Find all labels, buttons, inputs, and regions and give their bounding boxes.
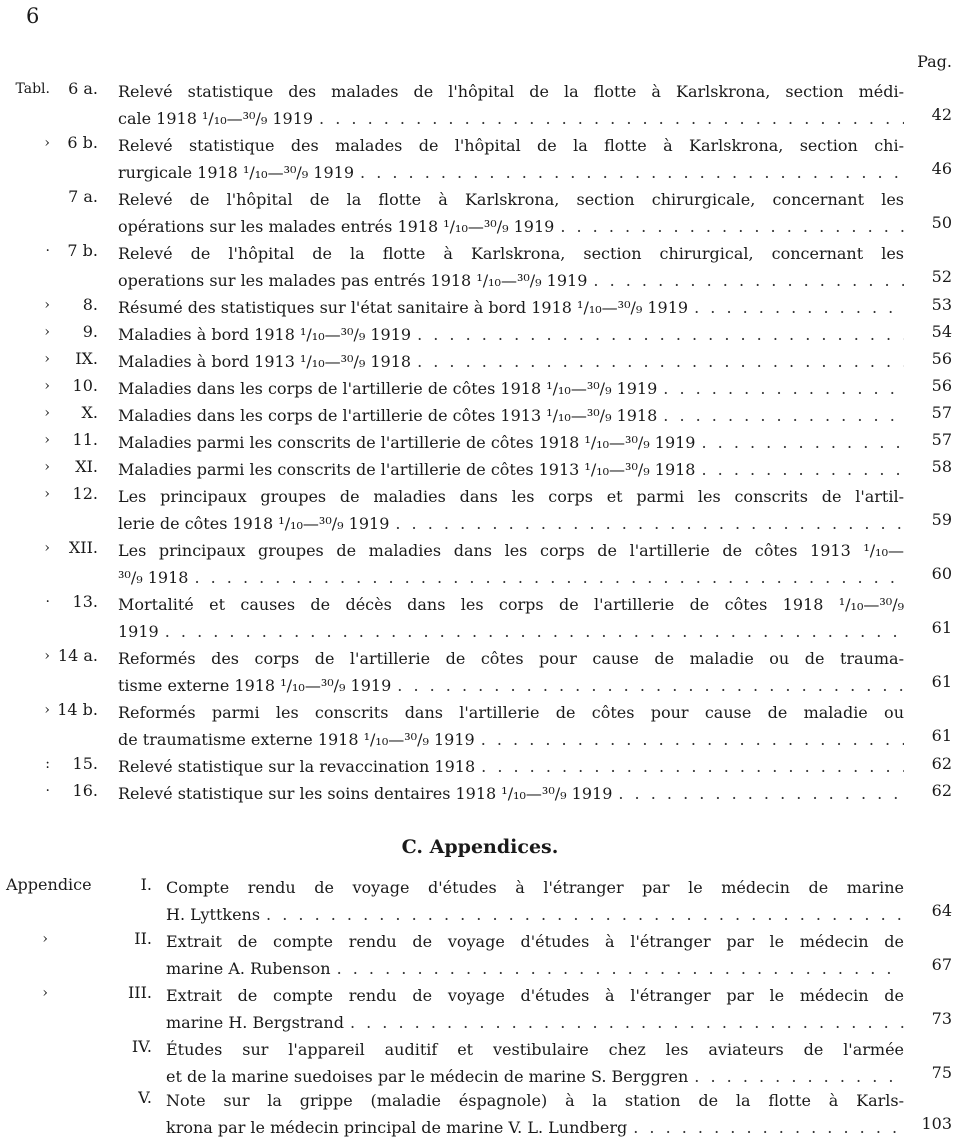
toc-entry	[0, 429, 952, 456]
dot-leader	[694, 294, 904, 321]
tables-list	[0, 78, 952, 807]
entry-page: 62	[931, 754, 952, 773]
entry-line-2-text: Maladies parmi les conscrits de l'artillerie de côtes 1913 ¹/₁₀—³⁰/₉ 1918	[118, 460, 696, 479]
entry-line-1: Extrait de compte rendu de voyage d'études à l'étranger par le médecin de	[166, 932, 904, 951]
entry-text	[118, 78, 904, 132]
entry-text	[166, 1087, 904, 1141]
entry-text	[166, 1036, 904, 1090]
entry-page: 64	[931, 901, 952, 920]
dot-leader	[360, 159, 904, 186]
entry-page: 62	[931, 781, 952, 800]
toc-entry	[0, 780, 952, 807]
entry-text	[118, 186, 904, 240]
entry-number: III.	[127, 983, 152, 1002]
entry-page: 57	[931, 430, 952, 449]
toc-entry	[0, 928, 952, 982]
entry-marker: ›	[42, 985, 48, 1001]
entry-line-2	[166, 1063, 904, 1090]
entry-number: IV.	[131, 1037, 152, 1056]
toc-entry	[0, 753, 952, 780]
toc-entry	[0, 375, 952, 402]
entry-line-2	[166, 1009, 904, 1036]
toc-entry	[0, 321, 952, 348]
entry-page: 57	[931, 403, 952, 422]
entry-number: 16.	[72, 781, 98, 800]
entry-number: 9.	[82, 322, 98, 341]
entry-line-1: Relevé statistique des malades de l'hôpital de la flotte à Karlskrona, section chi-	[118, 136, 904, 155]
entry-number: 14 b.	[57, 700, 98, 719]
entry-line-2-text: Maladies dans les corps de l'artillerie de côtes 1913 ¹/₁₀—³⁰/₉ 1918	[118, 406, 658, 425]
entry-line-2	[118, 402, 904, 429]
entry-page: 61	[931, 618, 952, 637]
entry-number: 10.	[72, 376, 98, 395]
entry-line-2-text: Résumé des statistiques sur l'état sanitaire à bord 1918 ¹/₁₀—³⁰/₉ 1919	[118, 298, 689, 317]
entry-line-1: Compte rendu de voyage d'études à l'étranger par le médecin de marine	[166, 878, 904, 897]
entry-text	[118, 321, 904, 348]
entry-line-2-text: H. Lyttkens	[166, 905, 261, 924]
entry-text	[166, 928, 904, 982]
entry-line-2-text: Relevé statistique sur les soins dentaires 1918 ¹/₁₀—³⁰/₉ 1919	[118, 784, 613, 803]
entry-number: V.	[138, 1088, 152, 1107]
entry-text	[118, 402, 904, 429]
entry-marker: ›	[44, 702, 50, 718]
entry-line-2	[166, 901, 904, 928]
dot-leader	[694, 1063, 904, 1090]
entry-text	[118, 780, 904, 807]
entry-line-2	[118, 429, 904, 456]
entry-text	[118, 537, 904, 591]
entry-number: 6 b.	[67, 133, 98, 152]
entry-line-2-text: tisme externe 1918 ¹/₁₀—³⁰/₉ 1919	[118, 676, 392, 695]
entry-text	[166, 982, 904, 1036]
entry-line-1: Extrait de compte rendu de voyage d'études à l'étranger par le médecin de	[166, 986, 904, 1005]
entry-line-2-text: marine H. Bergstrand	[166, 1013, 344, 1032]
dot-leader	[701, 456, 904, 483]
entry-line-1: Études sur l'appareil auditif et vestibulaire chez les aviateurs de l'armée	[166, 1040, 904, 1059]
entry-page: 61	[931, 726, 952, 745]
entry-number: 7 a.	[68, 187, 98, 206]
entry-line-1: Mortalité et causes de décès dans les corps de l'artillerie de côtes 1918 ¹/₁₀—³⁰/₉	[118, 595, 904, 614]
entry-line-2	[118, 510, 904, 537]
entry-number: 12.	[72, 484, 98, 503]
entry-line-2	[118, 267, 904, 294]
entry-line-2	[118, 105, 904, 132]
entry-page: 56	[931, 349, 952, 368]
entry-text	[118, 591, 904, 645]
entry-line-2-text: krona par le médecin principal de marine V. L. Lundberg	[166, 1118, 628, 1137]
entry-line-2-text: Maladies dans les corps de l'artillerie de côtes 1918 ¹/₁₀—³⁰/₉ 1919	[118, 379, 658, 398]
entry-number: 14 a.	[57, 646, 98, 665]
dot-leader	[560, 213, 904, 240]
entry-line-2	[118, 726, 904, 753]
toc-entry	[0, 645, 952, 699]
toc-entry	[0, 537, 952, 591]
entry-page: 60	[931, 564, 952, 583]
entry-line-1: Relevé de l'hôpital de la flotte à Karlskrona, section chirurgicale, concernant les	[118, 190, 904, 209]
entry-line-2-text: opérations sur les malades entrés 1918 ¹/₁₀—³⁰/₉ 1919	[118, 217, 555, 236]
entry-number: X.	[81, 403, 98, 422]
dot-leader	[481, 726, 904, 753]
entry-line-2-text: et de la marine suedoises par le médecin de marine S. Berggren	[166, 1067, 689, 1086]
entry-page: 75	[931, 1063, 952, 1082]
entry-text	[118, 240, 904, 294]
entry-marker: ·	[45, 243, 50, 259]
entry-line-2-text: cale 1918 ¹/₁₀—³⁰/₉ 1919	[118, 109, 314, 128]
entry-marker: ›	[44, 135, 50, 151]
entry-number: XII.	[68, 538, 98, 557]
entry-line-2-text: Relevé statistique sur la revaccination 1918	[118, 757, 476, 776]
dot-leader	[417, 321, 904, 348]
entry-line-2-text: marine A. Rubenson	[166, 959, 331, 978]
toc-entry	[0, 348, 952, 375]
entry-number: 6 a.	[68, 79, 98, 98]
entry-line-2-text: Maladies à bord 1918 ¹/₁₀—³⁰/₉ 1919	[118, 325, 412, 344]
toc-entry	[0, 402, 952, 429]
toc-entry	[0, 874, 952, 928]
entry-text	[118, 645, 904, 699]
entry-line-2-text: rurgicale 1918 ¹/₁₀—³⁰/₉ 1919	[118, 163, 355, 182]
toc-entry	[0, 699, 952, 753]
dot-leader	[194, 564, 904, 591]
entry-line-2	[118, 780, 904, 807]
dot-leader	[663, 402, 904, 429]
dot-leader	[266, 901, 904, 928]
entry-text	[118, 294, 904, 321]
entry-page: 59	[931, 510, 952, 529]
entry-line-2	[118, 618, 904, 645]
dot-leader	[397, 672, 904, 699]
entry-line-1: Les principaux groupes de maladies dans les corps et parmi les conscrits de l'artil-	[118, 487, 904, 506]
entry-line-1: Reformés des corps de l'artillerie de côtes pour cause de maladie ou de trauma-	[118, 649, 904, 668]
entry-number: I.	[140, 875, 152, 894]
entry-text	[118, 753, 904, 780]
entry-line-2-text: operations sur les malades pas entrés 1918 ¹/₁₀—³⁰/₉ 1919	[118, 271, 588, 290]
entry-number: 13.	[72, 592, 98, 611]
entry-marker: ›	[44, 486, 50, 502]
entry-line-1: Note sur la grippe (maladie éspagnole) à la station de la flotte à Karls-	[166, 1091, 904, 1110]
entry-marker: ›	[44, 297, 50, 313]
entry-line-1: Relevé de l'hôpital de la flotte à Karlskrona, section chirurgical, concernant les	[118, 244, 904, 263]
entry-text	[118, 483, 904, 537]
page-number: 6	[26, 4, 40, 28]
entry-marker: ›	[44, 378, 50, 394]
entry-page: 42	[931, 105, 952, 124]
entry-marker: ›	[44, 540, 50, 556]
dot-leader	[319, 105, 904, 132]
entry-page: 50	[931, 213, 952, 232]
entry-text	[118, 348, 904, 375]
dot-leader	[701, 429, 904, 456]
entry-marker: ›	[44, 648, 50, 664]
appendices-list	[0, 874, 952, 1138]
dot-leader	[663, 375, 904, 402]
dot-leader	[165, 618, 904, 645]
entry-line-2	[118, 375, 904, 402]
toc-entry	[0, 1087, 952, 1138]
entry-marker: :	[45, 756, 50, 772]
entry-text	[118, 699, 904, 753]
entry-text	[118, 132, 904, 186]
pag-label: Pag.	[917, 52, 952, 71]
entry-page: 46	[931, 159, 952, 178]
entry-line-2-text: Maladies parmi les conscrits de l'artillerie de côtes 1918 ¹/₁₀—³⁰/₉ 1919	[118, 433, 696, 452]
toc-entry	[0, 132, 952, 186]
entry-marker: ›	[44, 459, 50, 475]
entry-page: 58	[931, 457, 952, 476]
entry-marker: ·	[45, 783, 50, 799]
dot-leader	[618, 780, 904, 807]
entry-text	[118, 456, 904, 483]
entry-page: 67	[931, 955, 952, 974]
entry-line-2	[166, 955, 904, 982]
entry-page: 56	[931, 376, 952, 395]
entry-line-1: Les principaux groupes de maladies dans les corps de l'artillerie de côtes 1913 ¹/₁₀—	[118, 541, 904, 560]
entry-number: 7 b.	[67, 241, 98, 260]
entry-number: 8.	[82, 295, 98, 314]
toc-entry	[0, 1036, 952, 1087]
dot-leader	[350, 1009, 904, 1036]
entry-marker: ›	[44, 351, 50, 367]
entry-text	[118, 375, 904, 402]
entry-line-2	[118, 294, 904, 321]
entry-line-2	[118, 348, 904, 375]
entry-page: 103	[921, 1114, 952, 1133]
toc-entry	[0, 483, 952, 537]
entry-marker: ›	[44, 405, 50, 421]
toc-entry	[0, 294, 952, 321]
appendices-heading: C. Appendices.	[401, 836, 559, 858]
entry-marker: ›	[44, 432, 50, 448]
dot-leader	[395, 510, 904, 537]
toc-entry	[0, 591, 952, 645]
entry-line-2	[118, 159, 904, 186]
toc-entry	[0, 456, 952, 483]
dot-leader	[417, 348, 904, 375]
entry-number: 15.	[72, 754, 98, 773]
entry-number: IX.	[75, 349, 98, 368]
toc-entry	[0, 186, 952, 240]
entry-line-1: Reformés parmi les conscrits dans l'artillerie de côtes pour cause de maladie ou	[118, 703, 904, 722]
dot-leader	[337, 955, 904, 982]
entry-line-2	[118, 321, 904, 348]
entry-marker: Tabl.	[15, 81, 50, 97]
toc-entry	[0, 78, 952, 132]
entry-line-2-text: de traumatisme externe 1918 ¹/₁₀—³⁰/₉ 1919	[118, 730, 475, 749]
entry-page: 52	[931, 267, 952, 286]
entry-line-2	[118, 213, 904, 240]
entry-line-2-text: 1919	[118, 622, 159, 641]
entry-line-2-text: ³⁰/₉ 1918	[118, 568, 189, 587]
entry-page: 73	[931, 1009, 952, 1028]
entry-line-2	[118, 753, 904, 780]
entry-marker: ›	[42, 931, 48, 947]
dot-leader	[481, 753, 904, 780]
entry-line-2-text: lerie de côtes 1918 ¹/₁₀—³⁰/₉ 1919	[118, 514, 390, 533]
entry-line-2-text: Maladies à bord 1913 ¹/₁₀—³⁰/₉ 1918	[118, 352, 412, 371]
entry-page: 61	[931, 672, 952, 691]
entry-text	[118, 429, 904, 456]
entry-line-1: Relevé statistique des malades de l'hôpital de la flotte à Karlskrona, section médi-	[118, 82, 904, 101]
dot-leader	[593, 267, 904, 294]
entry-marker: ›	[44, 324, 50, 340]
entry-line-2	[118, 456, 904, 483]
entry-number: XI.	[75, 457, 98, 476]
entry-marker: ·	[45, 594, 50, 610]
entry-line-2	[166, 1114, 904, 1141]
entry-text	[166, 874, 904, 928]
entry-line-2	[118, 564, 904, 591]
entry-number: 11.	[72, 430, 98, 449]
appendix-label: Appendice	[6, 875, 92, 894]
entry-number: II.	[134, 929, 152, 948]
entry-line-2	[118, 672, 904, 699]
toc-entry	[0, 240, 952, 294]
entry-page: 54	[931, 322, 952, 341]
dot-leader	[633, 1114, 904, 1141]
toc-entry	[0, 982, 952, 1036]
entry-page: 53	[931, 295, 952, 314]
